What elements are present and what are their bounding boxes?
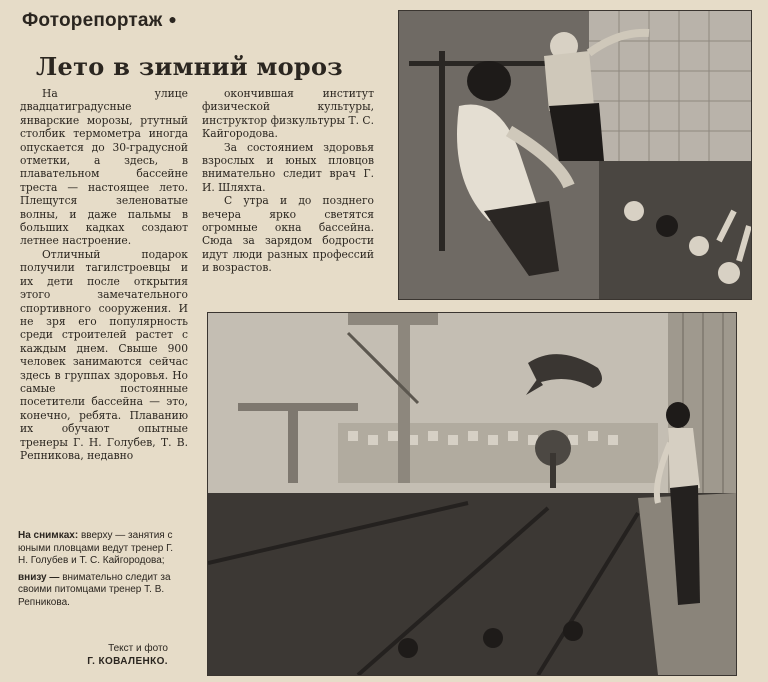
caption-bottom-label: внизу — (18, 571, 60, 583)
headline: Лето в зимний мороз (36, 52, 343, 81)
article-paragraph: Отличный подарок получили тагилстроевцы и их дети после открытия этого замечательного спортивного сооружения. И не зря его популярность среди строителей растет с каждым днем. Свыше 900 человек занимаются сейчас здесь в группах здоровья. Но самые постоянные посетители бассейна — это, конечно, ребята. Плаванию их обучают опытные тренеры Г. Н. Голубев, Т. В. Репникова, недавно (20, 247, 188, 462)
credit-line: Текст и фото (108, 643, 168, 654)
article-paragraph: На улице двадцатиградусные январские морозы, ртутный столбик термометра иногда опускается до 30-градусной отметки, а здесь, в плавательном бассейне треста — настоящее лето. Плещутся зеленоватые волны, и даже пальмы в больших кадках создают летнее настроение. (20, 87, 188, 248)
photo-caption (18, 530, 176, 610)
photo-coaches-with-children (398, 10, 752, 300)
article-column-2 (202, 87, 374, 307)
caption-top-text: занятия с юными пловцами ведут тренер Г. Н. Голубев и Т. С. Кайгородова; (18, 530, 174, 567)
caption-bottom (18, 572, 176, 610)
caption-top (18, 530, 176, 568)
credit-author: Г. КОВАЛЕНКО. (87, 655, 168, 667)
rubric (22, 10, 177, 32)
caption-label: На снимках: (18, 530, 79, 541)
photo-illustration (208, 313, 736, 675)
article-paragraph: За состоянием здоровья взрослых и юных пловцов внимательно следит врач Г. И. Шляхта. (202, 140, 374, 194)
caption-top-label: вверху — (80, 530, 126, 541)
caption-bottom-text: внимательно следит за своими питомцами тренер Т. В. Репникова. (18, 571, 171, 608)
article-paragraph: окончившая институт физической культуры, инструктор физкультуры Т. С. Кайгородова. (202, 87, 374, 141)
photo-pool-hall (207, 312, 737, 676)
rubric-label: Фоторепортаж (22, 10, 163, 31)
bullet-icon: ● (168, 11, 178, 27)
photo-illustration (399, 11, 751, 299)
article-column-1 (20, 87, 188, 517)
author-credit (40, 643, 168, 668)
article-paragraph: С утра и до позднего вечера ярко светятся огромные окна бассейна. Сюда за зарядом бодрости идут люди разных профессий и возрастов. (202, 194, 374, 275)
